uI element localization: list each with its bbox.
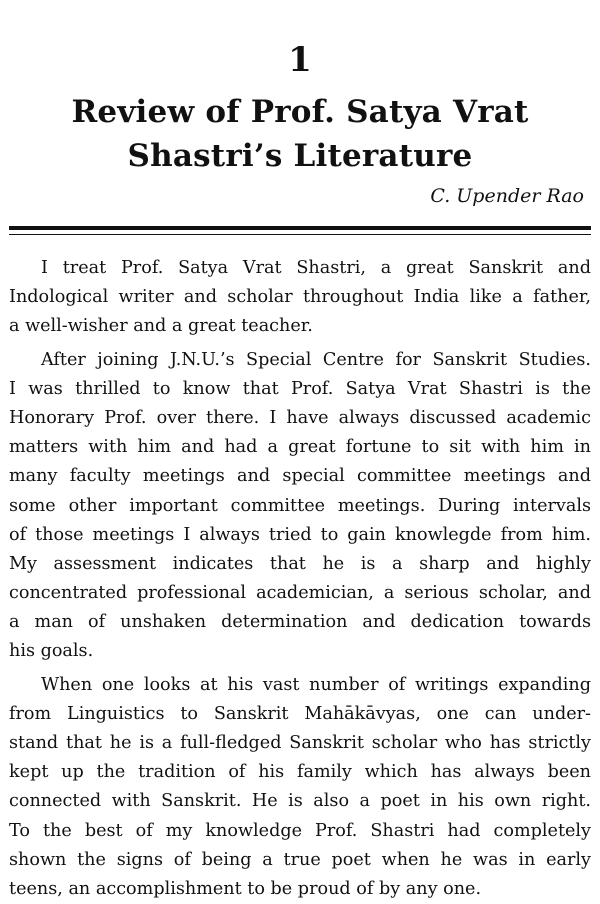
text-line: To the best of my knowledge Prof. Shastri had completely — [9, 820, 591, 841]
text-line: a well-wisher and a great teacher. — [9, 316, 313, 337]
paragraph — [9, 346, 591, 667]
chapter-title — [0, 90, 600, 178]
text-line: After joining J.N.U.’s Special Centre for Sanskrit Studies. — [41, 349, 591, 370]
paragraph — [9, 671, 591, 904]
text-line: his goals. — [9, 641, 94, 662]
text-line: My assessment indicates that he is a sharp and highly — [9, 553, 591, 574]
text-line: connected with Sanskrit. He is also a poet in his own right. — [9, 791, 591, 812]
text-line: kept up the tradition of his family which has always been — [9, 762, 591, 783]
text-line: teens, an accomplishment to be proud of by any one. — [9, 878, 482, 899]
text-line: stand that he is a full-fledged Sanskrit scholar who has strictly — [9, 733, 591, 753]
text-line: matters with him and had a great fortune to sit with him in — [9, 437, 591, 458]
body-text — [9, 254, 591, 904]
divider-thin — [9, 234, 591, 235]
text-line: shown the signs of being a true poet when he was in early — [9, 849, 591, 870]
text-line: a man of unshaken determination and dedication towards — [9, 612, 591, 633]
divider-thick — [9, 226, 591, 230]
chapter-number: 1 — [288, 40, 312, 80]
chapter-title-line: Review of Prof. Satya Vrat — [71, 94, 529, 130]
chapter-title-line: Shastri’s Literature — [127, 138, 473, 174]
text-line: I was thrilled to know that Prof. Satya Vrat Shastri is the — [9, 378, 591, 399]
text-line: Indological writer and scholar throughout India like a father, — [9, 287, 591, 308]
paragraph — [9, 254, 591, 342]
text-line: concentrated professional academician, a serious scholar, and — [9, 583, 591, 604]
text-line: Honorary Prof. over there. I have always discussed academic — [9, 407, 591, 428]
text-line: I treat Prof. Satya Vrat Shastri, a great Sanskrit and — [41, 258, 591, 278]
text-line: from Linguistics to Sanskrit Mahākāvyas, one can under- — [9, 703, 591, 724]
text-line: some other important committee meetings. During intervals — [9, 495, 591, 516]
text-line: When one looks at his vast number of writings expanding — [41, 674, 591, 695]
author-name: C. Upender Rao — [430, 185, 584, 207]
text-line: many faculty meetings and special committee meetings and — [9, 466, 591, 487]
text-line: of those meetings I always tried to gain knowlegde from him. — [9, 524, 591, 545]
